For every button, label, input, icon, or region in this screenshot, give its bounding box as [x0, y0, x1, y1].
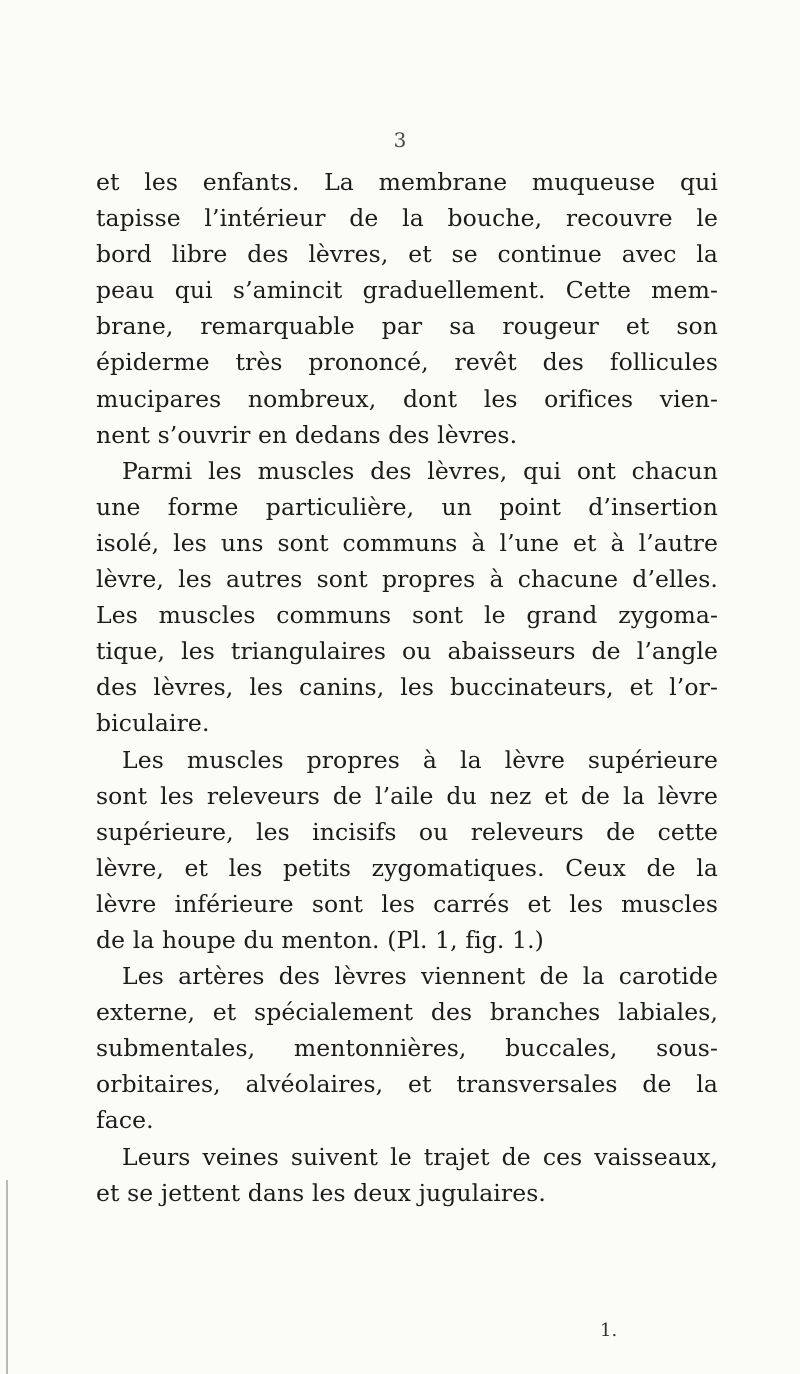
- text-line: tapisse l’intérieur de la bouche, recouvre le: [96, 204, 718, 233]
- text-line: supérieure, les incisifs ou releveurs de cette: [96, 817, 718, 846]
- text-line: brane, remarquable par sa rougeur et son: [96, 312, 718, 341]
- text-line: peau qui s’amincit graduellement. Cette mem-: [96, 276, 718, 305]
- text-line: submentales, mentonnières, buccales, sous-: [96, 1034, 718, 1063]
- text-line: Leurs veines suivent le trajet de ces vaisseaux,: [122, 1142, 718, 1171]
- page-edge-divider: [6, 1180, 8, 1374]
- text-line: lèvre, et les petits zygomatiques. Ceux de la: [96, 853, 718, 882]
- text-line: nent s’ouvrir en dedans des lèvres.: [96, 420, 518, 449]
- text-line: de la houpe du menton. (Pl. 1, fig. 1.): [96, 925, 544, 954]
- text-line: Les muscles propres à la lèvre supérieure: [122, 745, 718, 774]
- text-line: isolé, les uns sont communs à l’une et à l’autre: [96, 528, 718, 557]
- text-line: une forme particulière, un point d’insertion: [96, 492, 718, 521]
- page-number: 3: [393, 128, 407, 152]
- signature-mark: 1.: [600, 1320, 618, 1341]
- text-line: orbitaires, alvéolaires, et transversales de la: [96, 1070, 718, 1099]
- text-line: épiderme très prononcé, revêt des follicules: [96, 348, 718, 377]
- text-line: Les artères des lèvres viennent de la carotide: [122, 962, 718, 991]
- text-line: bord libre des lèvres, et se continue avec la: [96, 240, 718, 269]
- text-line: face.: [96, 1106, 154, 1135]
- text-line: Parmi les muscles des lèvres, qui ont chacun: [122, 456, 718, 485]
- text-line: externe, et spécialement des branches labiales,: [96, 998, 718, 1027]
- text-line: Les muscles communs sont le grand zygoma-: [96, 601, 718, 630]
- text-line: des lèvres, les canins, les buccinateurs, et l’or-: [96, 673, 718, 702]
- text-line: et les enfants. La membrane muqueuse qui: [96, 168, 718, 196]
- text-line: sont les releveurs de l’aile du nez et de la lèvre: [96, 781, 718, 810]
- text-line: biculaire.: [96, 709, 210, 738]
- text-line: et se jettent dans les deux jugulaires.: [96, 1178, 546, 1207]
- text-line: lèvre inférieure sont les carrés et les muscles: [96, 889, 718, 918]
- body-text: [96, 164, 718, 1211]
- text-line: tique, les triangulaires ou abaisseurs de l’angle: [96, 637, 718, 666]
- text-line: lèvre, les autres sont propres à chacune d’elles.: [96, 565, 718, 594]
- text-line: mucipares nombreux, dont les orifices vien-: [96, 384, 718, 413]
